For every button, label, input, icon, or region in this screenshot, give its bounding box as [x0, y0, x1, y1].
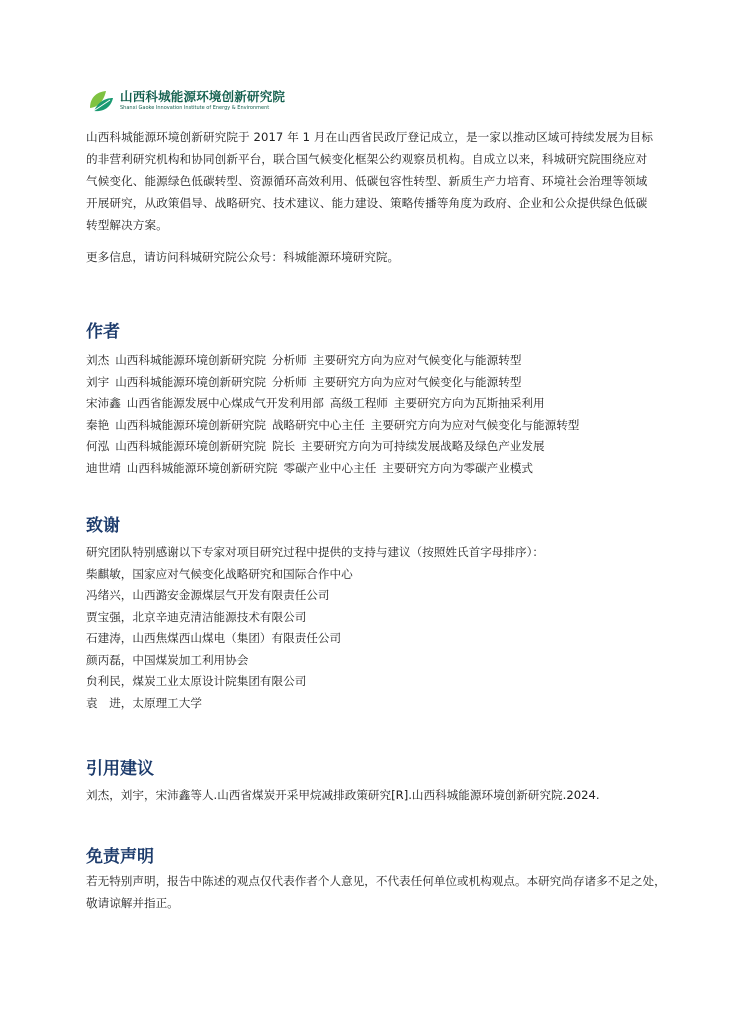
- disclaimer-text: 若无特别声明，报告中陈述的观点仅代表作者个人意见，不代表任何单位或机构观点。本研究尚存诸多不足之处，敬请谅解并指正。: [86, 874, 666, 910]
- expert-item: 贠利民，煤炭工业太原设计院集团有限公司: [86, 674, 307, 688]
- author-role: 院长: [271, 439, 296, 453]
- author-focus: 主要研究方向为瓦斯抽采利用: [393, 396, 545, 410]
- more-info-text: 更多信息，请访问科城研究院公众号：科城能源环境研究院。: [86, 250, 400, 264]
- acknowledgements-section: [86, 514, 676, 714]
- author-org: 山西科城能源环境创新研究院: [115, 417, 266, 432]
- author-org: 山西科城能源环境创新研究院: [115, 353, 266, 367]
- author-role: 高级工程师: [329, 396, 388, 410]
- expert-item: 柴麒敏，国家应对气候变化战略研究和国际合作中心: [86, 566, 353, 581]
- author-name: 迪世靖: [86, 460, 121, 475]
- author-focus: 主要研究方向为可持续发展战略及绿色产业发展: [301, 439, 545, 453]
- author-name: 宋沛鑫: [86, 396, 121, 410]
- author-row: [86, 372, 676, 394]
- leaf-logo-icon: [86, 86, 116, 116]
- disclaimer-section: [86, 845, 666, 914]
- authors-section: [86, 320, 676, 479]
- citation-title: 引用建议: [86, 759, 154, 779]
- author-org: 山西科城能源环境创新研究院: [115, 374, 266, 389]
- author-focus: 主要研究方向为应对气候变化与能源转型: [370, 417, 580, 432]
- expert-item: 袁 进，太原理工大学: [86, 695, 202, 710]
- author-role: 零碳产业中心主任: [283, 460, 377, 475]
- author-role: 分析师: [271, 374, 307, 389]
- expert-item: 贾宝强，北京辛迪克清洁能源技术有限公司: [86, 609, 307, 624]
- author-focus: 主要研究方向为应对气候变化与能源转型: [312, 374, 522, 389]
- author-row: [86, 436, 676, 458]
- author-row: [86, 415, 676, 437]
- author-org: 山西省能源发展中心煤成气开发利用部: [126, 396, 324, 410]
- citation-text: 刘杰，刘宇，宋沛鑫等人.山西省煤炭开采甲烷减排政策研究[R].山西科城能源环境创新研究院.2024.: [86, 788, 600, 802]
- author-name: 刘杰: [86, 353, 110, 367]
- author-org: 山西科城能源环境创新研究院: [126, 460, 278, 475]
- citation-section: [86, 757, 676, 807]
- author-focus: 主要研究方向为零碳产业模式: [382, 460, 534, 475]
- expert-item: 石建涛，山西焦煤西山煤电（集团）有限责任公司: [86, 631, 342, 645]
- acknowledgements-title: 致谢: [86, 516, 120, 536]
- authors-list: [86, 350, 676, 479]
- expert-item: 颜丙磊，中国煤炭加工利用协会: [86, 652, 249, 667]
- logo-name-en: Shanxi Gaoke Innovation Institute of Energy & Environment: [120, 104, 270, 111]
- author-name: 刘宇: [86, 374, 110, 389]
- expert-item: 冯绪兴，山西潞安金源煤层气开发有限责任公司: [86, 588, 330, 602]
- author-name: 秦艳: [86, 417, 110, 432]
- intro-block: [86, 126, 658, 268]
- author-role: 战略研究中心主任: [271, 417, 365, 432]
- intro-paragraph: 山西科城能源环境创新研究院于 2017 年 1 月在山西省民政厅登记成立，是一家以推动区域可持续发展为目标的非营利研究机构和协同创新平台，联合国气候变化框架公约观察员机构。自成立以来，科城研究院围绕应对气候变化、能源绿色低碳转型、资源循环高效利用、低碳包容性转型、新质生产力培育、环境社会治理等领域开展研究，从政策倡导、战略研究、技术建议、能力建设、策略传播等角度为政府、企业和公众提供绿色低碳转型解决方案。: [86, 130, 654, 232]
- author-role: 分析师: [271, 353, 307, 367]
- acknowledgements-intro: 研究团队特别感谢以下专家对项目研究过程中提供的支持与建议（按照姓氏首字母排序）：: [86, 545, 544, 559]
- logo-name-cn: 山西科城能源环境创新研究院: [120, 89, 286, 105]
- author-org: 山西科城能源环境创新研究院: [115, 439, 266, 453]
- institute-logo: [86, 86, 285, 116]
- author-row: [86, 458, 676, 480]
- disclaimer-title: 免责声明: [86, 847, 154, 867]
- authors-title: 作者: [86, 322, 120, 342]
- author-name: 何泓: [86, 439, 110, 453]
- author-row: [86, 350, 676, 372]
- author-focus: 主要研究方向为应对气候变化与能源转型: [312, 353, 522, 367]
- author-row: [86, 393, 676, 415]
